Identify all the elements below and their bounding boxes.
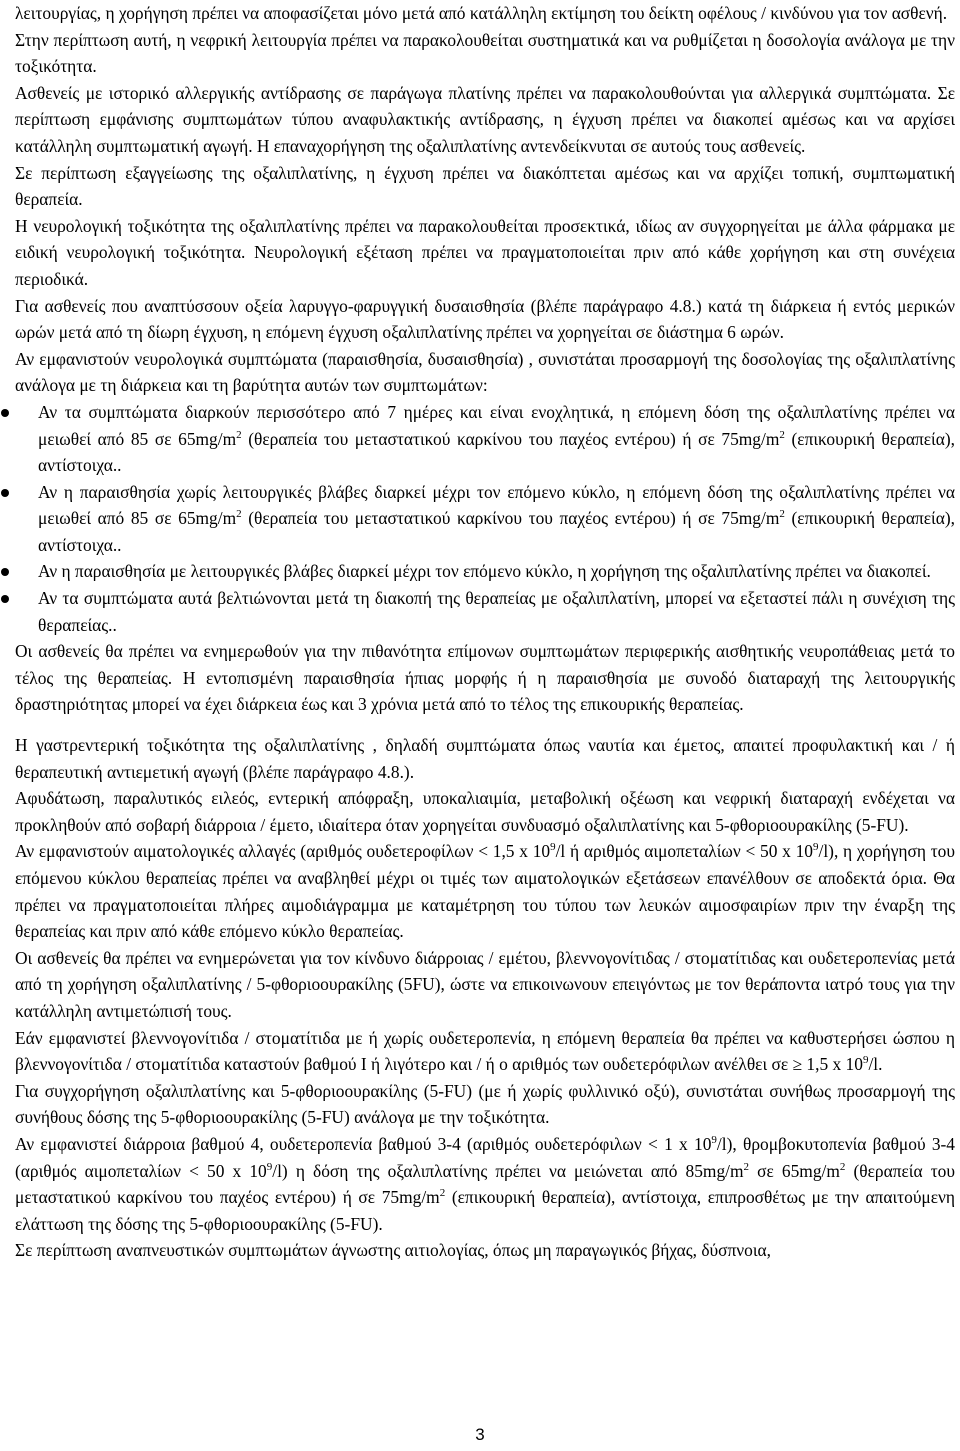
paragraph: Σε περίπτωση εξαγγείωσης της οξαλιπλατίνης, η έγχυση πρέπει να διακόπτεται αμέσως και να αρχίζει τοπική, συμπτωματική θεραπεία. [15, 162, 955, 210]
paragraph: Αν εμφανιστεί διάρροια βαθμού 4, ουδετεροπενία βαθμού 3-4 (αριθμός ουδετερόφιλων < 1 x $10^9/l$), θρομβοκυτοπενία βαθμού 3-4 (αριθμός αιμοπεταλίων < 50 x $10^9/l$) η δόση της οξαλιπλατίνης πρέπει να μειώνεται από $85mg/m^2$ σε $65mg/m^2$ (θεραπεία του μεταστατικού καρκίνου του παχέος εντέρου) ή σε $75mg/m^2$ (επικουρική θεραπεία), αντίστοιχα, επιπροσθέτως με την απαιτούμενη ελάττωση της δόσης της 5-φθοριοουρακίλης (5-FU). [15, 1133, 956, 1234]
list-item: Αν η παραισθησία χωρίς λειτουργικές βλάβες διαρκεί μέχρι τον επόμενο κύκλο, η επόμενη δόση της οξαλιπλατίνης πρέπει να μειωθεί από 85 σε $65mg/m^2$ (θεραπεία του μεταστατικού καρκίνου του παχέος εντέρου) ή σε $75mg/m^2$ (επικουρική θεραπεία), αντίστοιχα.. [15, 479, 955, 559]
paragraph: Αν εμφανιστούν αιματολογικές αλλαγές (αριθμός ουδετεροφίλων < 1,5 x $10^9/l$ ή αριθμός αιμοπεταλίων < 50 x $10^9/l$), η χορήγηση του επόμενου κύκλου θεραπείας πρέπει να αναβληθεί μέχρι οι τιμές των αιματολογικών εξετάσεων επανέλθουν σε αποδεκτά όρια. Θα πρέπει να πραγματοποιείται πλήρες αιμοδιάγραμμα με καταμέτρηση του τύπου των λευκών αιμοσφαιρίων πριν την έναρξη της θεραπείας και πριν από κάθε επόμενο κύκλο θεραπείας. [15, 841, 955, 942]
paragraph: Ασθενείς με ιστορικό αλλεργικής αντίδρασης σε παράγωγα πλατίνης πρέπει να παρακολουθούνται για αλλεργικά συμπτώματα. Σε περίπτωση εμφάνισης συμπτωμάτων τύπου αναφυλακτικής αντίδρασης, η έγχυση πρέπει να διακοπεί αμέσως και να αρχίσει κατάλληλη συμπτωματική αγωγή. Η επαναχορήγηση της οξαλιπλατίνης αντενδείκνυται σε αυτούς τους ασθενείς. [15, 82, 955, 156]
paragraph: Οι ασθενείς θα πρέπει να ενημερωθούν για την πιθανότητα επίμονων συμπτωμάτων περιφερικής αισθητικής νευροπάθειας μετά το τέλος της θεραπείας. Η εντοπισμένη παραισθησία ήπιας μορφής ή η παραισθησία με συνοδό διαταραχή της λειτουργικής δραστηριότητας μπορεί να έχει διάρκεια έως και 3 χρόνια μετά από το τέλος της επικουρικής θεραπείας. [15, 641, 955, 715]
paragraph: Η γαστρεντερική τοξικότητα της οξαλιπλατίνης , δηλαδή συμπτώματα όπως ναυτία και έμετος, απαιτεί προφυλακτική και / ή θεραπευτική αντιεμετική αγωγή (βλέπε παράγραφο 4.8.). [15, 735, 955, 782]
paragraph: Για συγχορήγηση οξαλιπλατίνης και 5-φθοριοουρακίλης (5-FU) (με ή χωρίς φυλλινικό οξύ), συνιστάται συνήθως προσαρμογή της συνήθους δόσης της 5-φθοριοουρακίλης (5-FU) ανάλογα με την τοξικότητα. [15, 1080, 955, 1128]
paragraph: Η νευρολογική τοξικότητα της οξαλιπλατίνης πρέπει να παρακολουθείται προσεκτικά, ιδίως αν συγχορηγείται με άλλα φάρμακα με ειδική νευρολογική τοξικότητα. Νευρολογική εξέταση πρέπει να πραγματοποιείται πριν από κάθε χορήγηση και στη συνέχεια περιοδικά. [15, 215, 955, 289]
bullet-icon [1, 595, 9, 603]
page-number: 3 [475, 1425, 485, 1444]
bullet-icon [1, 489, 9, 497]
paragraph: Αφυδάτωση, παραλυτικός ειλεός, εντερική απόφραξη, υποκαλιαιμία, μεταβολική οξέωση και νεφρική διαταραχή ενδέχεται να προκληθούν από σοβαρή διάρροια / έμετο, ιδιαίτερα όταν χορηγείται συνδυασμό οξαλιπλατίνης και 5-φθοριοουρακίλης (5-FU). [15, 788, 955, 835]
list-item: Αν η παραισθησία με λειτουργικές βλάβες διαρκεί μέχρι τον επόμενο κύκλο, η χορήγηση της οξαλιπλατίνης πρέπει να διακοπεί. [15, 558, 955, 585]
paragraph: Σε περίπτωση αναπνευστικών συμπτωμάτων άγνωστης αιτιολογίας, όπως μη παραγωγικός βήχας, δύσπνοια, [15, 1240, 771, 1261]
list-item: Αν τα συμπτώματα διαρκούν περισσότερο από 7 ημέρες και είναι ενοχλητικά, η επόμενη δόση της οξαλιπλατίνης πρέπει να μειωθεί από 85 σε $65mg/m^2$ (θεραπεία του μεταστατικού καρκίνου του παχέος εντέρου) ή σε $75mg/m^2$ (επικουρική θεραπεία), αντίστοιχα.. [15, 399, 955, 479]
bullet-icon [1, 409, 9, 417]
paragraph: Στην περίπτωση αυτή, η νεφρική λειτουργία πρέπει να παρακολουθείται συστηματικά και να ρυθμίζεται η δοσολογία ανάλογα με την τοξικότητα. [15, 29, 955, 77]
paragraph: Αν εμφανιστούν νευρολογικά συμπτώματα (παραισθησία, δυσαισθησία) , συνιστάται προσαρμογή της δοσολογίας της οξαλιπλατίνης ανάλογα με τη διάρκεια και τη βαρύτητα αυτών των συμπτωμάτων: [15, 348, 955, 396]
document-page [15, 0, 955, 1264]
paragraph: Για ασθενείς που αναπτύσσουν οξεία λαρυγγο-φαρυγγική δυσαισθησία (βλέπε παράγραφο 4.8.) κατά τη διάρκεια ή εντός μερικών ωρών μετά από τη δίωρη έγχυση, η επόμενη έγχυση οξαλιπλατίνης πρέπει να χορηγείται σε διάστημα 6 ωρών. [15, 295, 955, 343]
list-item: Αν τα συμπτώματα αυτά βελτιώνονται μετά τη διακοπή της θεραπείας με οξαλιπλατίνη, μπορεί να εξεταστεί πάλι η συνέχιση της θεραπείας.. [15, 585, 955, 638]
paragraph: Εάν εμφανιστεί βλεννογονίτιδα / στοματίτιδα με ή χωρίς ουδετεροπενία, η επόμενη θεραπεία θα πρέπει να καθυστερήσει ώσπου η βλεννογονίτιδα / στοματίτιδα καταστούν βαθμού Ι ή λιγότερο και / ή ο αριθμός των ουδετερόφιλων ανέλθει σε ≥ 1,5 x $10^9/l$. [15, 1027, 955, 1075]
paragraph: λειτουργίας, η χορήγηση πρέπει να αποφασίζεται μόνο μετά από κατάλληλη εκτίμηση του δείκτη οφέλους / κινδύνου για τον ασθενή. [15, 3, 948, 23]
paragraph: Οι ασθενείς θα πρέπει να ενημερώνεται για τον κίνδυνο διάρροιας / εμέτου, βλεννογονίτιδας / στοματίτιδας και ουδετεροπενίας μετά από τη χορήγηση οξαλιπλατίνης / 5-φθοριοουρακίλης (5FU), ώστε να επικοινωνουν επειγόντως με τον θεράποντα ιατρό τους για την κατάλληλη αντιμετώπισή τους. [15, 947, 955, 1021]
dose-adjustment-list [15, 399, 955, 638]
bullet-icon [1, 568, 9, 576]
greater-equal-symbol: ≥ [792, 1054, 803, 1075]
